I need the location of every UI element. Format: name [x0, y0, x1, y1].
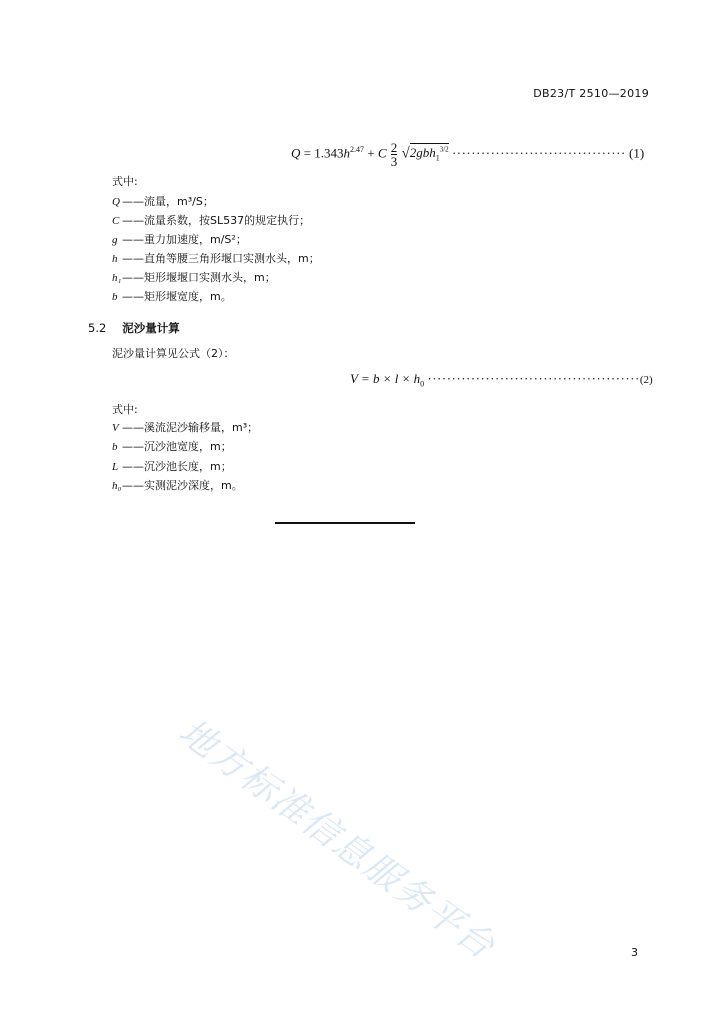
formula-1	[291, 141, 644, 168]
item-text: ——矩形堰堰口实测水头，m；	[122, 271, 276, 284]
item-symbol: L	[112, 461, 119, 473]
watermark: 地方标准信息服务平台	[171, 711, 503, 968]
list-item	[112, 460, 232, 474]
formula1-exp: 2.47	[349, 145, 364, 155]
where-intro-1: 式中:	[112, 175, 138, 188]
formula2-expr: V = b × l × h	[350, 371, 421, 386]
section-intro: 泥沙量计算见公式（2）：	[112, 347, 235, 360]
list-item	[112, 479, 243, 493]
formula1-rexp: 3/2	[439, 146, 449, 155]
item-symbol: b	[112, 441, 118, 453]
formula1-label: (1)	[629, 145, 645, 161]
fraction-numerator: 2	[390, 140, 398, 155]
end-rule	[275, 522, 415, 524]
item-text: ——溪流泥沙输移量，m³；	[122, 421, 259, 434]
list-item	[112, 252, 320, 266]
item-text: ——实测泥沙深度，m。	[122, 479, 243, 492]
formula-2	[350, 371, 653, 389]
document-code: DB23/T 2510—2019	[533, 87, 649, 100]
section-number: 5.2	[88, 321, 107, 335]
list-item	[112, 440, 232, 454]
item-symbol: g	[112, 234, 118, 246]
formula2-label: (2)	[639, 374, 653, 386]
section-title: 泥沙量计算	[122, 321, 180, 335]
item-symbol: b	[112, 291, 118, 303]
item-text: ——沉沙池宽度，m；	[122, 440, 232, 453]
item-text: ——直角等腰三角形堰口实测水头，m；	[122, 252, 320, 265]
formula1-C: C	[377, 145, 387, 161]
list-item	[112, 290, 232, 304]
formula1-eq: = 1.343	[300, 145, 344, 161]
item-text: ——沉沙池长度，m；	[122, 460, 232, 473]
formula1-sub: 1	[435, 154, 440, 164]
list-item	[112, 195, 214, 209]
item-text: ——流量系数，按SL537的规定执行；	[122, 214, 311, 227]
formula1-radicand: 2gbh	[409, 145, 436, 161]
fraction-denominator: 3	[390, 154, 398, 169]
sqrt-radicand	[410, 143, 449, 163]
list-item	[112, 233, 247, 247]
item-symbol: h₀	[112, 480, 122, 492]
item-symbol: h₁	[112, 272, 122, 284]
leader-dots: ····································	[451, 145, 626, 161]
list-item	[112, 214, 310, 228]
list-item	[112, 421, 258, 435]
formula1-Q: Q	[291, 145, 301, 161]
page-number: 3	[631, 946, 638, 959]
formula1-plus: +	[363, 145, 378, 161]
item-symbol: C	[112, 215, 120, 227]
list-item	[112, 271, 276, 285]
item-symbol: V	[112, 422, 119, 434]
sqrt-sign: √	[401, 145, 410, 162]
item-text: ——流量，m³/S；	[122, 195, 214, 208]
leader-dots: ············································	[427, 371, 640, 386]
item-text: ——重力加速度，m/S²；	[122, 233, 247, 246]
formula1-fraction	[391, 141, 398, 168]
item-text: ——矩形堰宽度，m。	[122, 290, 232, 303]
item-symbol: h	[112, 253, 118, 265]
item-symbol: Q	[112, 196, 120, 208]
section-heading	[88, 320, 180, 336]
formula2-sub: 0	[420, 379, 425, 389]
where-intro-2: 式中:	[112, 403, 138, 416]
formula1-h: h	[343, 145, 350, 161]
